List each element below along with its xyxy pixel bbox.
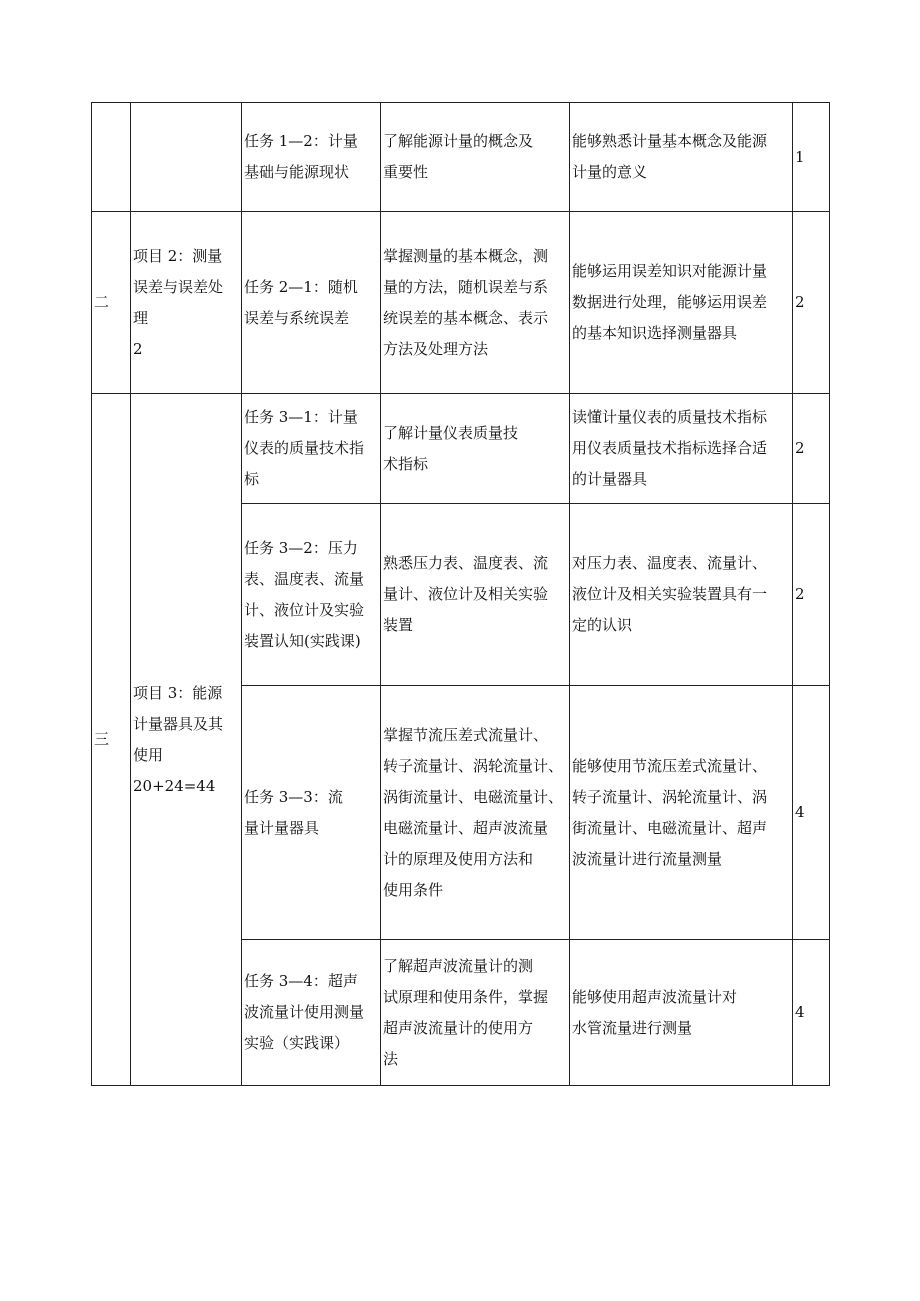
goal-cell	[570, 504, 793, 686]
project-cell	[131, 103, 242, 212]
hours-cell: 2	[793, 394, 830, 504]
content-line: 量的方法，随机误差与系	[383, 277, 549, 296]
content-cell	[381, 686, 570, 940]
table-row	[92, 212, 830, 394]
table-row	[92, 103, 830, 212]
table-row	[92, 394, 830, 504]
content-line: 转子流量计、涡轮流量计、	[383, 756, 564, 775]
goal-cell	[570, 394, 793, 504]
content-line: 统误差的基本概念、表示	[383, 308, 549, 327]
task-line: 表、温度表、流量	[244, 569, 365, 588]
task-line: 波流量计使用测量	[244, 1003, 365, 1021]
goal-line: 液位计及相关实验装置具有一	[572, 585, 768, 603]
project-cell	[131, 394, 242, 1086]
project-line: 理	[133, 308, 149, 327]
content-line: 计的原理及使用方法和	[383, 849, 534, 868]
hours-cell: 1	[793, 103, 830, 212]
content-line: 量计、液位计及相关实验	[383, 585, 549, 603]
content-line: 方法及处理方法	[383, 339, 489, 358]
project-line: 2	[133, 339, 143, 358]
task-line: 实验（实践课）	[244, 1034, 350, 1052]
content-line: 使用条件	[383, 880, 444, 899]
task-line: 误差与系统误差	[244, 308, 350, 327]
task-line: 任务 1—2：计量	[244, 132, 358, 150]
project-cell	[131, 212, 242, 394]
task-cell	[242, 504, 381, 686]
goal-cell	[570, 103, 793, 212]
task-line: 任务 3—3：流	[244, 787, 343, 806]
content-line: 法	[383, 1049, 399, 1068]
task-cell	[242, 212, 381, 394]
content-cell	[381, 103, 570, 212]
task-cell	[242, 940, 381, 1086]
content-line: 装置	[383, 616, 414, 634]
row-index	[92, 103, 131, 212]
goal-cell	[570, 686, 793, 940]
task-line: 装置认知(实践课)	[244, 631, 361, 650]
goal-line: 能够使用节流压差式流量计、	[572, 756, 768, 775]
goal-line: 街流量计、电磁流量计、超声	[572, 818, 768, 837]
goal-line: 读懂计量仪表的质量技术指标	[572, 408, 768, 426]
row-index: 二	[92, 212, 131, 394]
task-line: 任务 3—1：计量	[244, 408, 358, 426]
goal-line: 转子流量计、涡轮流量计、涡	[572, 787, 768, 806]
task-cell	[242, 394, 381, 504]
content-cell	[381, 504, 570, 686]
task-line: 基础与能源现状	[244, 163, 350, 181]
content-line: 电磁流量计、超声波流量	[383, 818, 549, 837]
content-line: 涡街流量计、电磁流量计、	[383, 787, 564, 806]
goal-line: 能够运用误差知识对能源计量	[572, 262, 768, 280]
content-line: 掌握测量的基本概念，测	[383, 246, 549, 265]
task-line: 标	[244, 470, 260, 488]
content-line: 术指标	[383, 454, 429, 473]
content-line: 超声波流量计的使用方	[383, 1018, 534, 1037]
project-line: 20+24=44	[133, 776, 216, 795]
task-line: 任务 2—1：随机	[244, 277, 358, 296]
content-line: 重要性	[383, 163, 429, 181]
content-cell	[381, 940, 570, 1086]
course-syllabus-table	[91, 102, 830, 1086]
content-line: 了解计量仪表质量技	[383, 423, 519, 442]
hours-cell: 2	[793, 504, 830, 686]
goal-line: 数据进行处理，能够运用误差	[572, 293, 768, 311]
goal-line: 的基本知识选择测量器具	[572, 324, 738, 342]
goal-line: 能够熟悉计量基本概念及能源	[572, 132, 768, 150]
goal-cell	[570, 212, 793, 394]
task-line: 仪表的质量技术指	[244, 439, 365, 457]
goal-line: 的计量器具	[572, 470, 648, 488]
hours-cell: 4	[793, 686, 830, 940]
content-line: 试原理和使用条件，掌握	[383, 987, 549, 1006]
goal-cell	[570, 940, 793, 1086]
project-line: 项目 3：能源	[133, 683, 223, 702]
hours-cell: 2	[793, 212, 830, 394]
goal-line: 水管流量进行测量	[572, 1018, 693, 1037]
task-line: 任务 3—4：超声	[244, 972, 358, 990]
project-line: 项目 2：测量	[133, 246, 223, 265]
task-line: 任务 3—2：压力	[244, 538, 358, 557]
goal-line: 波流量计进行流量测量	[572, 849, 723, 868]
content-line: 熟悉压力表、温度表、流	[383, 554, 549, 572]
row-index: 三	[92, 394, 131, 1086]
goal-line: 能够使用超声波流量计对	[572, 987, 738, 1006]
goal-line: 用仪表质量技术指标选择合适	[572, 439, 768, 457]
goal-line: 对压力表、温度表、流量计、	[572, 554, 768, 572]
goal-line: 计量的意义	[572, 163, 648, 181]
task-line: 计、液位计及实验	[244, 600, 365, 619]
task-cell	[242, 103, 381, 212]
project-line: 误差与误差处	[133, 277, 224, 296]
content-cell	[381, 394, 570, 504]
content-cell	[381, 212, 570, 394]
project-line: 计量器具及其	[133, 714, 224, 733]
goal-line: 定的认识	[572, 616, 633, 634]
task-line: 量计量器具	[244, 818, 320, 837]
task-cell	[242, 686, 381, 940]
content-line: 掌握节流压差式流量计、	[383, 725, 549, 744]
project-line: 使用	[133, 745, 164, 764]
content-line: 了解能源计量的概念及	[383, 132, 534, 150]
content-line: 了解超声波流量计的测	[383, 956, 534, 975]
hours-cell: 4	[793, 940, 830, 1086]
